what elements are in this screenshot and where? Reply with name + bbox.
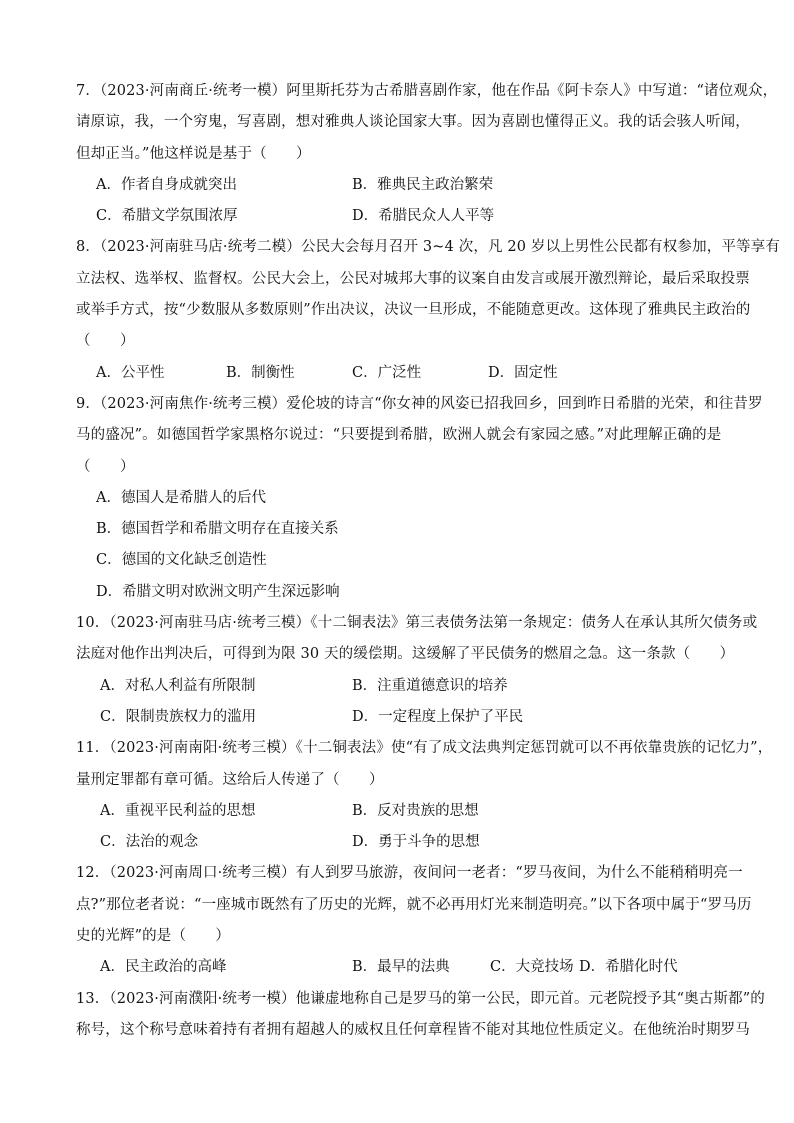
option-c: C．希腊文学氛围浓厚	[96, 208, 238, 225]
question-stem-line: 量刑定罪都有章可循。这给后人传递了（ ）	[76, 771, 384, 788]
option-d: D．希腊化时代	[579, 959, 678, 976]
option-c: C．大竞技场	[490, 959, 574, 976]
question-stem-line: 8．（2023·河南驻马店·统考二模）公民大会每月召开 3~4 次，凡 20 岁以上男性公民都有权参加，平等享有	[76, 239, 780, 256]
question-12	[76, 858, 752, 983]
option-b: B．最早的法典	[352, 959, 450, 976]
option-d: D．希腊民众人人平等	[352, 208, 495, 225]
question-7	[76, 76, 778, 232]
options-row	[76, 170, 721, 201]
question-stem-line: 但却正当。”他这样说是基于（ ）	[76, 145, 311, 162]
options-row	[76, 358, 721, 389]
option-a: A．德国人是希腊人的后代	[96, 489, 266, 506]
question-11	[76, 733, 773, 858]
question-stem-line: 法庭对他作出判决后，可得到为限 30 天的缓偿期。这缓解了平民债务的燃眉之急。这一条款（ ）	[76, 646, 735, 663]
question-stem-line: 13．（2023·河南濮阳·统考一模）他谦虚地称自己是罗马的第一公民，即元首。元老院授予其“奥古斯都”的	[76, 990, 765, 1007]
option-c: C．广泛性	[352, 364, 422, 381]
option-a: A．公平性	[96, 364, 165, 381]
option-d: D．固定性	[488, 364, 558, 381]
option-d: D．希腊文明对欧洲文明产生深远影响	[96, 583, 340, 600]
exam-page	[76, 76, 780, 1046]
option-a: A．重视平民利益的思想	[100, 802, 256, 819]
option-b: B．德国哲学和希腊文明存在直接关系	[96, 521, 339, 538]
question-stem-line: 或举手方式，按“少数服从多数原则”作出决议，决议一旦形成，不能随意更改。这体现了雅典民主政治的	[76, 302, 751, 319]
question-stem-line: 9．（2023·河南焦作·统考三模）爱伦坡的诗言“你女神的风姿已招我回乡，回到昨日希腊的光荣，和往昔罗	[76, 395, 763, 412]
option-a: A．作者自身成就突出	[96, 176, 237, 193]
option-a: A．民主政治的高峰	[100, 959, 227, 976]
option-b: B．雅典民主政治繁荣	[352, 176, 494, 193]
question-stem-line: （ ）	[76, 458, 135, 475]
question-stem-line: 马的盛况”。如德国哲学家黑格尔说过：“只要提到希腊，欧洲人就会有家园之感。”对此理解正确的是	[76, 427, 722, 444]
options-row	[76, 952, 721, 983]
question-stem-line: 7．（2023·河南商丘·统考一模）阿里斯托芬为古希腊喜剧作家，他在作品《阿卡奈人》中写道：“诸位观众，	[76, 83, 778, 99]
question-10	[76, 608, 758, 733]
options-row	[76, 702, 721, 733]
question-stem-line: 史的光辉”的是（ ）	[76, 928, 231, 945]
options-row	[76, 796, 721, 827]
question-stem-line: 11．（2023·河南南阳·统考三模）《十二铜表法》使“有了成文法典判定惩罚就可以不再依靠贵族的记忆力”，	[76, 740, 773, 757]
question-stem-line: 请原谅，我，一个穷鬼，写喜剧，想对雅典人谈论国家大事。因为喜剧也懂得正义。我的话会骇人听闻，	[76, 114, 750, 131]
options-row	[76, 671, 721, 702]
question-stem-line: （ ）	[76, 333, 135, 350]
option-c: C．限制贵族权力的滥用	[100, 708, 257, 725]
question-stem-line: 立法权、选举权、监督权。公民大会上，公民对城邦大事的议案自由发言或展开激烈辩论，最后采取投票	[76, 270, 750, 287]
question-8	[76, 232, 780, 388]
option-c: C．德国的文化缺乏创造性	[96, 552, 267, 569]
question-9	[76, 389, 763, 608]
question-stem-line: 10．（2023·河南驻马店·统考三模）《十二铜表法》第三表债务法第一条规定：债务人在承认其所欠债务或	[76, 615, 758, 632]
option-c: C．法治的观念	[100, 834, 199, 851]
question-13	[76, 984, 765, 1047]
option-a: A．对私人利益有所限制	[100, 677, 256, 694]
option-b: B．反对贵族的思想	[352, 802, 479, 819]
option-b: B．注重道德意识的培养	[352, 677, 508, 694]
option-d: D．勇于斗争的思想	[352, 834, 480, 851]
option-b: B．制衡性	[226, 364, 295, 381]
question-stem-line: 12．（2023·河南周口·统考三模）有人到罗马旅游，夜间问一老者：“罗马夜间，为什么不能稍稍明亮一	[76, 865, 743, 882]
question-stem-line: 点?”那位老者说：“一座城市既然有了历史的光辉，就不必再用灯光来制造明亮。”以下各项中属于“罗马历	[76, 896, 752, 913]
option-d: D．一定程度上保护了平民	[352, 708, 524, 725]
question-stem-line: 称号，这个称号意味着持有者拥有超越人的威权且任何章程皆不能对其地位性质定义。在他统治时期罗马	[76, 1021, 750, 1038]
options-row	[76, 827, 721, 858]
options-row	[76, 201, 721, 232]
